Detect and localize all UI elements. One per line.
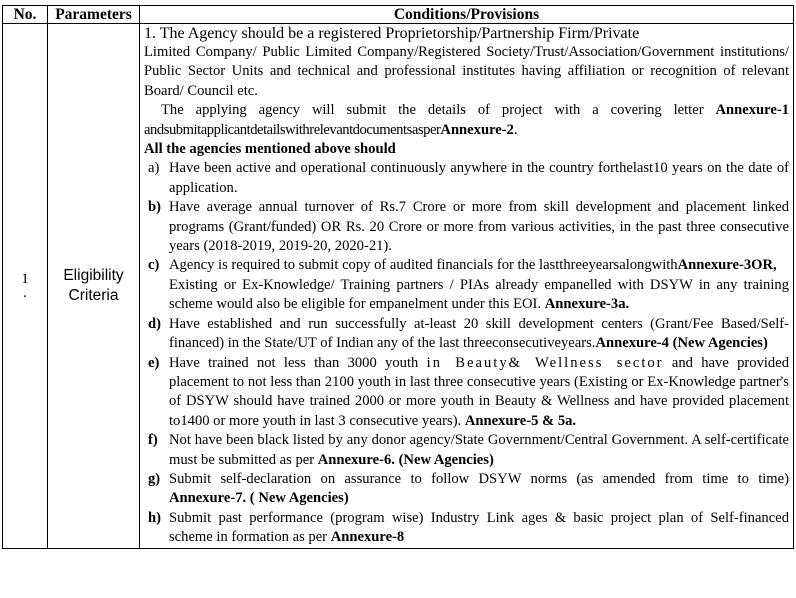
item-text: Have been active and operational continuously anywhere in the country forthelast10 years on the date of application.: [169, 160, 789, 196]
row-number-cell: [3, 24, 48, 549]
parameter-line-2: Criteria: [68, 286, 119, 304]
table-row: [3, 24, 794, 549]
item-annexure: Annexure-4 (New Agencies): [595, 335, 768, 352]
item-text-part: Have trained not less than 3000 youth: [169, 354, 419, 371]
item-label: h): [148, 509, 161, 526]
row-number: 1: [21, 270, 29, 287]
item-text: [169, 509, 789, 548]
item-label: a): [148, 160, 160, 177]
conditions-cell: [140, 24, 794, 549]
intro-annexure-1: Annexure-1: [715, 102, 789, 119]
agencies-heading: [144, 140, 789, 159]
item-text-part: Have established and run successfully at-least 20 skill development centers (Grant/Fee Based/Self-financed) in the State/UT of Indian any of the last threeconsecutiveyears.: [169, 315, 789, 352]
list-item: [144, 509, 789, 548]
intro-para-2: [144, 101, 789, 120]
parameter-line-1: Eligibility: [63, 266, 124, 284]
item-text: [169, 256, 789, 275]
item-annexure: Annexure-6. (New Agencies): [317, 451, 494, 468]
list-item: [144, 198, 789, 256]
list-item: [144, 470, 789, 509]
item-text: [169, 431, 789, 470]
list-item: [144, 159, 789, 198]
header-row: [3, 6, 794, 24]
item-annexure: Annexure-3a.: [544, 296, 630, 313]
item-annexure-line: [169, 489, 789, 508]
intro-para-2-text: The applying agency will submit the details of project with a covering letter: [161, 102, 704, 119]
list-item: [144, 431, 789, 470]
item-content: [169, 256, 789, 314]
list-item: [144, 256, 789, 314]
header-no: No.: [3, 6, 48, 24]
item-content: [169, 470, 789, 509]
item-annexure: Annexure-7. ( New Agencies): [169, 490, 349, 507]
item-annexure: Annexure-8: [330, 529, 405, 546]
list-item: [144, 315, 789, 354]
item-text: Have average annual turnover of Rs.7 Crore or more from skill development and placement linked programs (Grant/funded) OR Rs. 20 Crore or more from various activities, in the past three consecutive years (2018-2019, 2019-20, 2020-21).: [169, 199, 789, 255]
intro-line-1: 1. The Agency should be a registered Proprietorship/Partnership Firm/Private: [144, 25, 640, 42]
item-label: c): [148, 257, 160, 274]
item-text: [169, 354, 789, 432]
intro-annexure-2: Annexure-2: [440, 121, 514, 138]
item-text: [169, 315, 789, 354]
item-text-2: [169, 276, 789, 315]
row-number-dot: .: [23, 284, 27, 301]
intro-para-2-line-2: [144, 121, 789, 140]
intro-para-2-end: .: [513, 121, 518, 138]
item-label: e): [148, 354, 160, 371]
agencies-heading-text: All the agencies mentioned above should: [144, 141, 396, 158]
item-annexure: Annexure-3OR,: [677, 257, 777, 274]
item-text-part: Not have been black listed by any donor agency/State Government/Central Government. A self-certificate must be submitted as per: [169, 432, 789, 468]
parameter-cell: [48, 24, 140, 549]
item-label: f): [148, 432, 158, 449]
item-text-part: Submit past performance (program wise) Industry Link ages & basic project plan of Self-financed scheme in formation as per: [169, 509, 789, 546]
list-item: [144, 354, 789, 432]
item-label: g): [148, 470, 161, 487]
header-parameters: Parameters: [48, 6, 140, 24]
header-conditions: Conditions/Provisions: [140, 6, 794, 24]
item-text-spaced: in Beauty& Wellness sector: [426, 354, 664, 371]
item-text: Submit self-declaration on assurance to follow DSYW norms (as amended from time to time): [169, 470, 789, 487]
item-label: d): [148, 315, 161, 332]
item-text-part: Existing or Ex-Knowledge/ Training partners / PIAs already empanelled with DSYW in any training scheme would also be eligible for empanelment under this EOI.: [169, 276, 789, 313]
item-annexure: Annexure-5 & 5a.: [464, 412, 577, 429]
item-text-part: Agency is required to submit copy of audited financials for the lastthreeyearsalongwith: [169, 257, 678, 274]
item-label: b): [148, 199, 161, 216]
intro-line-2: Limited Company/ Public Limited Company/Registered Society/Trust/Association/Government institutions/ Public Sector Units and technical and professional institutes having affiliation or recognition of relevant Board/ Council etc.: [144, 44, 789, 99]
intro-para-2-line-2-text: andsubmitapplicantdetailswithrelevantdocumentsasper: [144, 121, 441, 138]
item-text-part: and have provided placement to not less than 2100 youth in last three consecutive years (Existing or Ex-Knowledge partner's of DSYW should have trained 2000 or more youth in Beauty & Wellness and have provided placement to1400 or more youth in last 3 consecutive years).: [169, 354, 790, 429]
eligibility-table: [2, 5, 794, 549]
